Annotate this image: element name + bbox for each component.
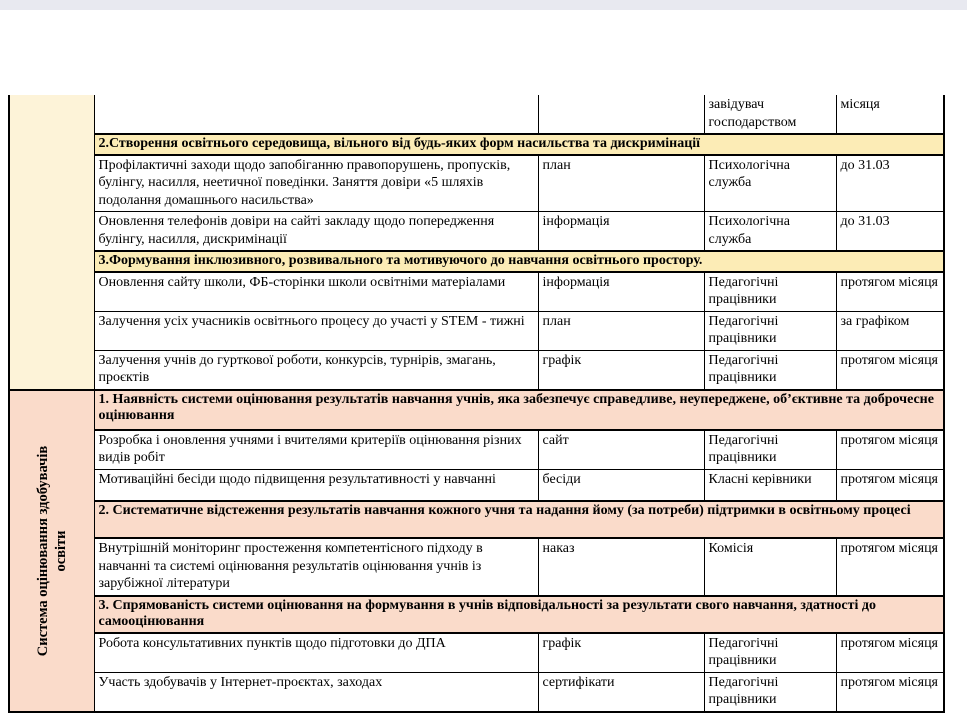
document-cell: графік bbox=[538, 350, 704, 390]
document-cell: наказ bbox=[538, 538, 704, 596]
deadline-cell: до 31.03 bbox=[836, 212, 944, 252]
table-row bbox=[9, 272, 944, 312]
table-row bbox=[9, 633, 944, 673]
activity-cell: Внутрішній моніторинг простеження компетентісного підходу в навчанні та системі оцінювання результатів оцінювання учнів із зарубіжної літератури bbox=[94, 538, 538, 596]
responsible-cell: Педагогічні працівники bbox=[704, 430, 836, 470]
deadline-cell: протягом місяця bbox=[836, 633, 944, 673]
section-header-row bbox=[9, 134, 944, 155]
section-header-label: 3.Формування інклюзивного, розвивального та мотивуючого до навчання освітнього простору. bbox=[94, 251, 944, 272]
section-header-row bbox=[9, 596, 944, 633]
document-cell: інформація bbox=[538, 272, 704, 312]
section-header-row bbox=[9, 390, 944, 430]
deadline-cell: протягом місяця bbox=[836, 350, 944, 390]
responsible-cell: Психологічна служба bbox=[704, 212, 836, 252]
deadline-cell: протягом місяця bbox=[836, 672, 944, 712]
section-header-row bbox=[9, 251, 944, 272]
responsible-cell: Психологічна служба bbox=[704, 155, 836, 212]
document-cell: інформація bbox=[538, 212, 704, 252]
activity-cell: Профілактичні заходи щодо запобіганню правопорушень, пропусків, булінгу, насилля, неетичної поведінки. Заняття довіри «5 шляхів подолання домашнього насильства» bbox=[94, 155, 538, 212]
table-row bbox=[9, 469, 944, 501]
section-header-label: 2. Систематичне відстеження результатів навчання кожного учня та надання йому (за потреби) підтримки в освітньому процесі bbox=[94, 501, 944, 538]
responsible-cell: Педагогічні працівники bbox=[704, 311, 836, 350]
responsible-cell: Педагогічні працівники bbox=[704, 272, 836, 312]
section-label-cell-upper bbox=[9, 95, 94, 390]
vertical-section-title: Система оцінювання здобувачів освіти bbox=[34, 445, 69, 656]
table-row bbox=[9, 311, 944, 350]
section-header-row bbox=[9, 501, 944, 538]
section-header-label: 3. Спрямованість системи оцінювання на формування в учнів відповідальності за результати свого навчання, здатності до самооцінювання bbox=[94, 596, 944, 633]
activity-cell bbox=[94, 95, 538, 134]
responsible-cell: завідувач господарством bbox=[704, 95, 836, 134]
document-cell: сайт bbox=[538, 430, 704, 470]
deadline-cell: місяця bbox=[836, 95, 944, 134]
activity-cell: Залучення усіх учасників освітнього процесу до участі у STEM - тижні bbox=[94, 311, 538, 350]
document-cell: графік bbox=[538, 633, 704, 673]
section-header-label: 2.Створення освітнього середовища, вільного від будь-яких форм насильства та дискримінації bbox=[94, 134, 944, 155]
table-row bbox=[9, 430, 944, 470]
work-plan-table bbox=[8, 95, 945, 713]
activity-cell: Залучення учнів до гурткової роботи, конкурсів, турнірів, змагань, проєктів bbox=[94, 350, 538, 390]
deadline-cell: до 31.03 bbox=[836, 155, 944, 212]
deadline-cell: протягом місяця bbox=[836, 430, 944, 470]
table-row bbox=[9, 212, 944, 252]
document-cell: план bbox=[538, 155, 704, 212]
section-header-label: 1. Наявність системи оцінювання результатів навчання учнів, яка забезпечує справедливе, неупереджене, об’єктивне та доброчесне оцінювання bbox=[94, 390, 944, 430]
browser-chrome-strip bbox=[0, 0, 967, 10]
document-cell: план bbox=[538, 311, 704, 350]
document-cell: бесіди bbox=[538, 469, 704, 501]
activity-cell: Оновлення сайту школи, ФБ-сторінки школи освітніми матеріалами bbox=[94, 272, 538, 312]
responsible-cell: Педагогічні працівники bbox=[704, 633, 836, 673]
activity-cell: Оновлення телефонів довіри на сайті закладу щодо попередження булінгу, насилля, дискримінації bbox=[94, 212, 538, 252]
deadline-cell: протягом місяця bbox=[836, 538, 944, 596]
activity-cell: Розробка і оновлення учнями і вчителями критеріїв оцінювання різних видів робіт bbox=[94, 430, 538, 470]
deadline-cell: за графіком bbox=[836, 311, 944, 350]
deadline-cell: протягом місяця bbox=[836, 272, 944, 312]
activity-cell: Робота консультативних пунктів щодо підготовки до ДПА bbox=[94, 633, 538, 673]
document-cell bbox=[538, 95, 704, 134]
table-row bbox=[9, 350, 944, 390]
responsible-cell: Комісія bbox=[704, 538, 836, 596]
responsible-cell: Педагогічні працівники bbox=[704, 350, 836, 390]
table-row bbox=[9, 538, 944, 596]
table-row bbox=[9, 155, 944, 212]
document-cell: сертифікати bbox=[538, 672, 704, 712]
activity-cell: Участь здобувачів у Інтернет-проєктах, заходах bbox=[94, 672, 538, 712]
responsible-cell: Класні керівники bbox=[704, 469, 836, 501]
deadline-cell: протягом місяця bbox=[836, 469, 944, 501]
table-row bbox=[9, 672, 944, 712]
responsible-cell: Педагогічні працівники bbox=[704, 672, 836, 712]
table-row bbox=[9, 95, 944, 134]
activity-cell: Мотиваційні бесіди щодо підвищення результативності у навчанні bbox=[94, 469, 538, 501]
section-label-cell-lower bbox=[9, 390, 94, 712]
